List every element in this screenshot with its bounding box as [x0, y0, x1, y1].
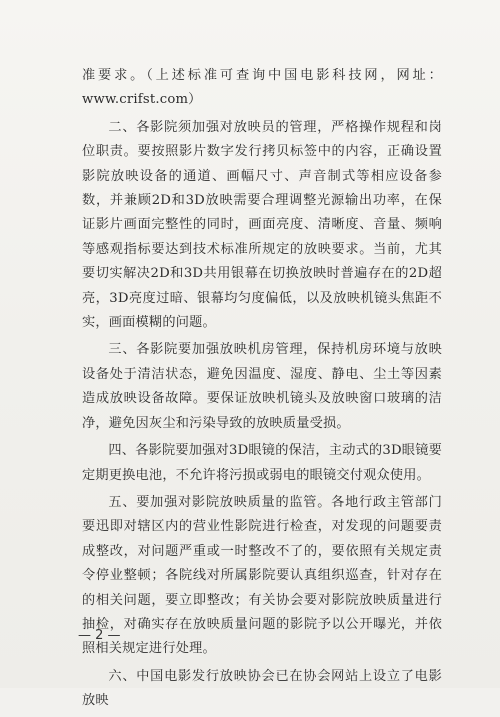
paragraph-3d-glasses: 四、各影院要加强对3D眼镜的保洁，主动式的3D眼镜要定期更换电池，不允许将污损或弱电的眼镜交付观众使用。: [82, 443, 442, 483]
paragraph-quality-supervision: 五、要加强对影院放映质量的监管。各地行政主管部门要迅即对辖区内的营业性影院进行检查，对发现的问题要责成整改，对问题严重或一时整改不了的，要依照有关规定责令停业整顿；各院线对所属影院要认真组织巡查，针对存在的相关问题，要立即整改；有关协会要对影院放映质量进行抽检，对确实存在放映质量问题的影院予以公开曝光，并依照相关规定进行处理。: [82, 494, 442, 657]
paragraph-association-website: 六、中国电影发行放映协会已在协会网站上设立了电影放映: [82, 668, 442, 709]
document-body: [82, 64, 442, 717]
page-number: — 2 —: [78, 628, 121, 643]
paragraph-projection-room: 三、各影院要加强放映机房管理，保持机房环境与放映设备处于清洁状态，避免因温度、湿度、静电、尘土等因素造成放映设备故障。要保证放映机镜头及放映窗口玻璃的洁净，避免因灰尘和污染导致的放映质量受损。: [82, 342, 442, 431]
paragraph-standard-note: 准要求。（上述标准可查询中国电影科技网，网址：www.crifst.com）: [82, 68, 442, 108]
paragraph-projectionist-management: 二、各影院须加强对放映员的管理，严格操作规程和岗位职责。要按照影片数字发行拷贝标签中的内容，正确设置影院放映设备的通道、画幅尺寸、声音制式等相应设备参数，并兼顾2D和3D放映需要合理调整光源输出功率，在保证影片画面完整性的同时，画面亮度、清晰度、音量、频响等感观指标要达到技术标准所规定的放映要求。当前，尤其要切实解决2D和3D共用银幕在切换放映时普遍存在的2D超亮，3D亮度过暗、银幕均匀度偏低，以及放映机镜头焦距不实，画面模糊的问题。: [82, 119, 442, 331]
